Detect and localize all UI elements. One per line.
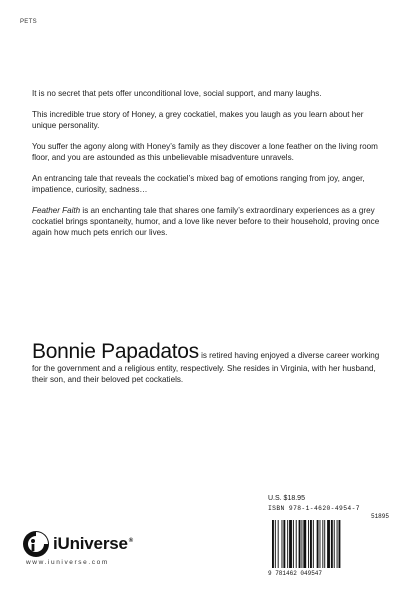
publisher-name: iUniverse® [53,534,133,553]
isbn-number: ISBN 978-1-4620-4954-7 [268,505,360,512]
blurb-paragraph-5 [32,205,387,238]
barcode-addon-number: 51895 [370,513,389,520]
blurb-paragraph-2: This incredible true story of Honey, a grey cockatiel, makes you laugh as you learn about her unique personality. [32,110,364,130]
author-bio [32,341,387,385]
barcode-bars [268,520,392,570]
author-name: Bonnie Papadatos [32,340,199,363]
iuniverse-mark-icon [22,530,50,558]
isbn-barcode [268,505,392,577]
price-label: U.S. $18.95 [268,495,305,502]
publisher-logo [22,530,167,570]
blurb-paragraph-4: An entrancing tale that reveals the cockatiel’s mixed bag of emotions ranging from joy, anger, impatience, curiosity, sadness… [32,174,365,194]
category-label: PETS [20,19,37,25]
publisher-url: www.iuniverse.com [26,559,109,566]
author-bio-text: is retired having enjoyed a diverse career working for the government and a religious entity, respectively. She resides in Virginia, with her husband, their son, and their beloved pet cockatiels. [32,351,380,384]
barcode-digits: 9 781462 049547 [268,570,323,577]
blurb-paragraph-5-text: is an enchanting tale that shares one family’s extraordinary experiences as a grey cockatiel brings spontaneity, humor, and a love like never before to their household, proving once again how much pets enrich our lives. [32,206,380,237]
blurb-paragraph-1: It is no secret that pets offer unconditional love, social support, and many laughs. [32,89,322,98]
back-cover-blurb [32,88,387,248]
book-title: Feather Faith [32,206,81,215]
blurb-paragraph-3: You suffer the agony along with Honey’s family as they discover a lone feather on the living room floor, and you are astounded as this unbelievable misadventure unravels. [32,142,378,162]
